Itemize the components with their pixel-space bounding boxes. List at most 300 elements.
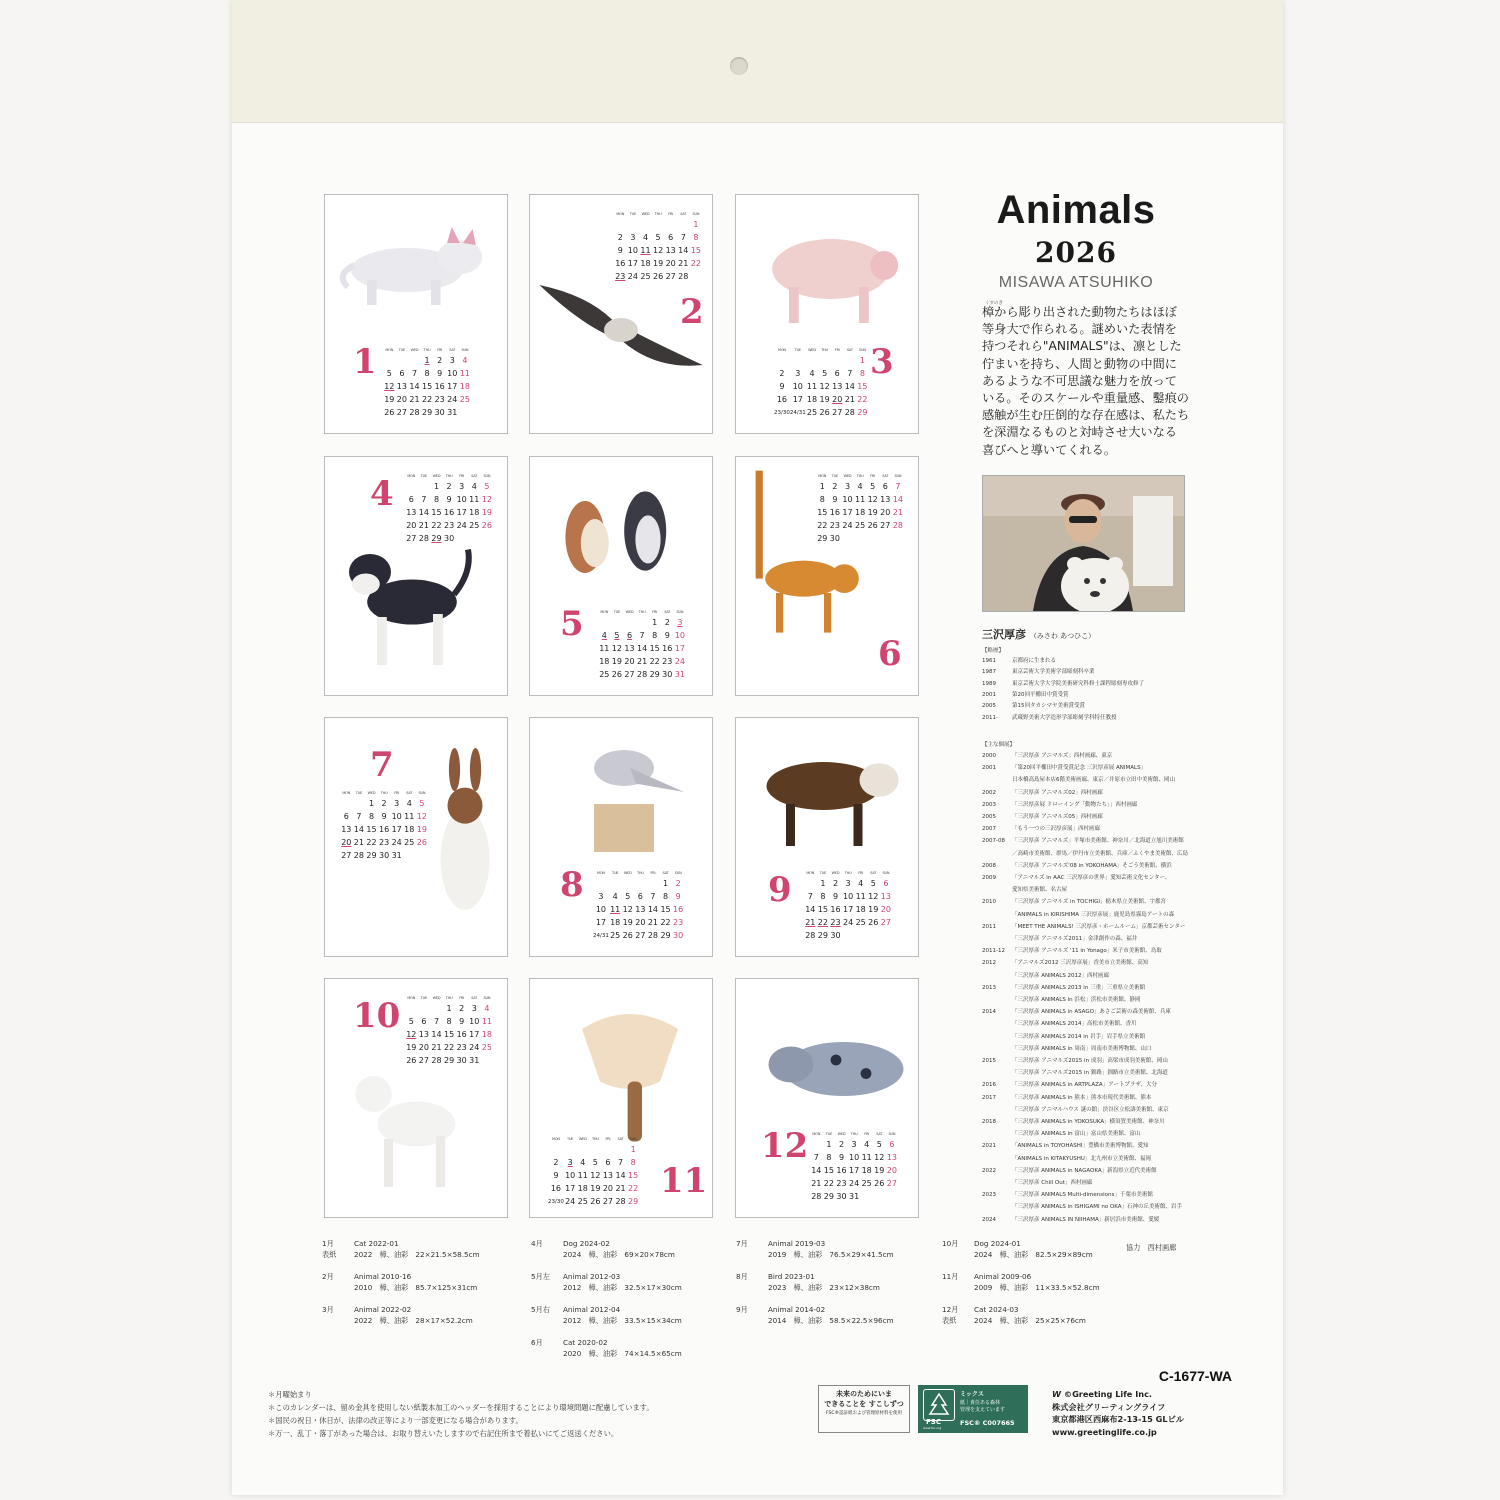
calendar-day: 30 xyxy=(830,931,841,940)
calendar-day xyxy=(866,532,879,545)
bio-exhibition-item xyxy=(982,1178,1092,1186)
calendar-day: 16 xyxy=(443,508,455,517)
calendar-day: 26 xyxy=(590,1197,601,1206)
calendar-day: 26 xyxy=(416,838,427,847)
calendar-day: 10 xyxy=(627,246,638,255)
calendar-day: 4 xyxy=(642,233,649,242)
month-calendar-table xyxy=(774,345,869,419)
day-header: TUE xyxy=(420,995,428,1000)
bio-year: 2013 xyxy=(982,984,996,991)
description-line: 等身大で作られる。謎めいた表情を xyxy=(982,322,1177,337)
calendar-day: 9 xyxy=(779,382,785,391)
bio-year: 1961 xyxy=(982,658,996,664)
month-card-5 xyxy=(529,456,713,696)
calendar-day: 25 xyxy=(469,521,480,530)
calendar-day: 30 xyxy=(836,1192,847,1201)
calendar-day: 18 xyxy=(854,508,866,517)
calendar-day: 10 xyxy=(469,1017,480,1026)
eco-line: FSC®認証紙および管理原材料を使用 xyxy=(825,1411,902,1416)
bio-text: 「三沢厚彦 ANIMALS in ISHIGAMI no OKA」石神の丘美術館、岩手 xyxy=(1012,1204,1183,1211)
bio-text: 愛知県美術館、名古屋 xyxy=(1012,887,1068,894)
calendar-day xyxy=(614,1143,627,1156)
calendar-day: 5 xyxy=(822,369,828,378)
caption-text: 2024 樟、油彩 82.5×29×89cm xyxy=(974,1250,1093,1259)
calendar-day: 29 xyxy=(857,408,868,417)
caption-text: 2024 樟、油彩 69×20×78cm xyxy=(563,1250,675,1259)
note-line: ＊このカレンダーは、留め金具を使用しない紙製本加工のヘッダーを採用することにより環境問題に配慮しています。 xyxy=(268,1403,654,1412)
caption-text: 2023 樟、油彩 23×12×38cm xyxy=(768,1283,880,1292)
calendar-day: 7 xyxy=(813,1153,819,1162)
calendar-day: 3 xyxy=(795,369,801,378)
calendar-day: 20 xyxy=(880,905,891,914)
caption-text: Animal 2012-03 xyxy=(563,1272,621,1281)
calendar-day: 6 xyxy=(883,879,889,888)
calendar-day: 3 xyxy=(567,1158,573,1167)
bio-year: 2009 xyxy=(982,875,996,881)
bio-year: 2005 xyxy=(982,814,996,820)
caption-text xyxy=(768,1261,770,1270)
caption-text: Dog 2024-02 xyxy=(563,1239,610,1248)
calendar-day: 15 xyxy=(817,905,828,914)
calendar-day: 24 xyxy=(391,838,402,847)
calendar-day: 19 xyxy=(874,1166,885,1175)
day-header: THU xyxy=(856,473,864,478)
calendar-day: 5 xyxy=(870,879,876,888)
caption-month: 表紙 xyxy=(942,1316,957,1325)
bio-exhibition-item xyxy=(982,1068,1168,1076)
description-line: を深淵なるものと対峙させ大いなる xyxy=(982,425,1177,440)
calendar-day: 30 xyxy=(443,534,455,543)
day-header: SAT xyxy=(876,1131,883,1136)
calendar-day: 20 xyxy=(406,521,417,530)
calendar-day: 4 xyxy=(858,879,864,888)
caption-text: Animal 2012-04 xyxy=(563,1305,621,1314)
calendar-day: 13 xyxy=(886,1153,897,1162)
calendar-day: 14 xyxy=(678,246,689,255)
calendar-day: 3 xyxy=(630,233,636,242)
month-card-2 xyxy=(529,194,713,434)
day-header: TUE xyxy=(629,211,637,216)
calendar-day xyxy=(844,354,857,367)
calendar-day: 9 xyxy=(459,1017,465,1026)
calendar-day: 31 xyxy=(447,408,458,417)
description xyxy=(982,304,1190,459)
calendar-day: 28 xyxy=(353,851,364,860)
calendar-day: 18 xyxy=(640,259,651,268)
month-number: 2 xyxy=(680,292,704,332)
calendar-day: 1 xyxy=(820,879,826,888)
company-brand-text: ©Greeting Life Inc. xyxy=(1063,1389,1153,1399)
caption-line xyxy=(322,1282,480,1293)
calendar-day: 8 xyxy=(859,369,865,378)
calendar-day: 28 xyxy=(431,1056,442,1065)
caption-column xyxy=(531,1238,682,1359)
calendar-day: 2 xyxy=(617,233,623,242)
day-header: THU xyxy=(445,995,453,1000)
calendar-day: 6 xyxy=(399,369,405,378)
day-header: SAT xyxy=(846,347,853,352)
day-header: WED xyxy=(837,1131,846,1136)
bio-year: 2007-08 xyxy=(982,838,1005,845)
bio-text: ／高崎市美術館、群馬／伊丹市立美術館、兵庫／ふくやま美術館、広島 xyxy=(1012,850,1189,857)
bio-text: 「第20回平櫛田中賞受賞記念 三沢厚彦展 ANIMALS」 xyxy=(1012,765,1147,772)
caption-column xyxy=(322,1238,480,1326)
caption-month: 9月 xyxy=(736,1305,748,1314)
calendar-day: 14 xyxy=(353,825,364,834)
calendar-day: 15 xyxy=(628,1171,639,1180)
calendar-day: 28 xyxy=(811,1192,822,1201)
caption-line xyxy=(942,1271,1100,1282)
calendar-day: 4 xyxy=(484,1004,490,1013)
calendar-day: 29 xyxy=(817,534,828,543)
day-header: TUE xyxy=(612,870,619,875)
caption-text xyxy=(354,1261,356,1270)
bio-year: 2007 xyxy=(982,826,996,833)
calendar-day: 6 xyxy=(668,233,674,242)
bio-year: 2023 xyxy=(982,1192,996,1199)
description-line: あるような不可思議な魅力を放って xyxy=(982,373,1177,388)
bio-year: 2014 xyxy=(982,1009,996,1016)
calendar-day: 1 xyxy=(662,879,669,888)
calendar-day: 7 xyxy=(433,1017,440,1026)
bio-history-item xyxy=(982,701,1085,709)
fsc-tree-icon xyxy=(923,1389,955,1421)
calendar-day: 7 xyxy=(639,631,645,640)
description-line: 持つそれら"ANIMALS"は、凛とした xyxy=(982,339,1182,354)
bio-year: 2011-12 xyxy=(982,948,1005,955)
caption-line xyxy=(322,1304,480,1315)
white-dog-sculpture xyxy=(345,1049,475,1203)
calendar-day xyxy=(880,929,893,942)
calendar-day: 13 xyxy=(635,905,646,914)
day-header: MON xyxy=(342,790,351,795)
calendar-day: 17 xyxy=(792,395,803,404)
calendar-day: 27 xyxy=(880,521,891,530)
calendar-day: 14 xyxy=(805,905,816,914)
calendar-day: 14 xyxy=(636,644,648,653)
bio-exhibition-item xyxy=(982,1202,1182,1210)
bio-year: 1987 xyxy=(982,669,996,676)
bio-text: 「三沢厚彦 ANIMALS in YOKOSUKA」横須賀美術館、神奈川 xyxy=(1012,1119,1165,1125)
bio-year: 2015 xyxy=(982,1058,996,1064)
caption-month: 6月 xyxy=(531,1338,543,1347)
bio-history-label: 【略歴】 xyxy=(982,648,1005,654)
fsc-code: FSC® C007665 xyxy=(960,1419,1015,1427)
day-header: WED xyxy=(578,1136,587,1141)
calendar-day: 20 xyxy=(880,508,891,517)
calendar-day: 28 xyxy=(678,272,689,281)
calendar-day: 7 xyxy=(650,892,656,901)
calendar-day: 12 xyxy=(652,246,664,255)
calendar-day: 20 xyxy=(418,1043,429,1052)
day-header: TUE xyxy=(613,609,621,614)
calendar-day: 24 xyxy=(848,1179,860,1188)
hanging-hole xyxy=(730,57,748,75)
calendar-day: 22 xyxy=(823,1179,834,1188)
calendar-day: 21 xyxy=(353,838,364,847)
calendar-day: 23 xyxy=(443,521,455,530)
calendar-day: 8 xyxy=(652,631,658,640)
calendar-day: 9 xyxy=(437,369,443,378)
calendar-day: 21 xyxy=(431,1043,442,1052)
calendar-day: 23 xyxy=(662,657,673,666)
calendar-day: 5 xyxy=(592,1158,598,1167)
calendar-day: 6 xyxy=(834,369,840,378)
calendar-day: 24 xyxy=(447,395,458,404)
month-number: 7 xyxy=(370,745,394,785)
calendar-day: 10 xyxy=(565,1171,576,1180)
bio-text: 第15回タカシマヤ美術賞受賞 xyxy=(1012,703,1085,710)
calendar-day: 21 xyxy=(615,1184,626,1193)
day-header: TUE xyxy=(355,790,363,795)
calendar-day: 18 xyxy=(459,382,470,391)
caption-column xyxy=(942,1238,1100,1326)
calendar-day: 10 xyxy=(456,495,467,504)
calendar-day: 13 xyxy=(602,1171,614,1180)
calendar-day: 19 xyxy=(611,657,622,666)
calendar-day: 17 xyxy=(842,508,853,517)
calendar-day: 31 xyxy=(848,1192,860,1201)
caption-text: 2019 樟、油彩 76.5×29×41.5cm xyxy=(768,1250,894,1259)
calendar-day: 16 xyxy=(836,1166,847,1175)
calendar-day: 19 xyxy=(416,825,427,834)
bio-year: 2012 xyxy=(982,960,996,967)
month-calendar-table xyxy=(383,345,471,419)
calendar-day: 29 xyxy=(421,408,433,417)
calendar-day xyxy=(602,1143,615,1156)
calendar-day: 11 xyxy=(861,1153,872,1162)
calendar-day: 22 xyxy=(443,1043,455,1052)
day-header: FRI xyxy=(459,995,465,1000)
calendar-day: 28 xyxy=(615,1197,626,1206)
calendar-day: 20 xyxy=(341,838,352,847)
calendar-day xyxy=(634,877,647,890)
calendar-day: 14 xyxy=(811,1166,822,1175)
description-line: 樟から彫り出された動物たちはほぼ xyxy=(982,305,1177,319)
bio-text: 「三沢厚彦 アニマルズ in TOCHIGI」栃木県立美術館、宇都宮 xyxy=(1012,899,1166,906)
caption-line xyxy=(531,1337,682,1348)
calendar-day: 20 xyxy=(832,395,843,404)
day-header: SUN xyxy=(629,1136,637,1141)
day-header: THU xyxy=(636,870,644,875)
calendar-day: 18 xyxy=(806,395,818,404)
month-calendar-table xyxy=(598,607,686,681)
cooperation-credit: 協力 西村画廊 xyxy=(1126,1243,1177,1252)
calendar-day: 15 xyxy=(649,644,660,653)
caption-text: Cat 2020-02 xyxy=(563,1338,608,1347)
bio-exhibition-item xyxy=(982,983,1145,991)
calendar-day: 22 xyxy=(628,1184,639,1193)
bio-text: 「三沢厚彦 ANIMALS in ARTPLAZA」アートプラザ、大分 xyxy=(1012,1082,1157,1089)
bio-exhibition-item xyxy=(982,1032,1145,1040)
month-card-9 xyxy=(735,717,919,957)
calendar-day xyxy=(841,532,854,545)
calendar-day: 3 xyxy=(677,618,683,627)
company-url: www.greetinglife.co.jp xyxy=(1052,1426,1157,1437)
calendar-day: 1 xyxy=(424,356,430,365)
calendar-day: 12 xyxy=(481,495,492,504)
day-header: THU xyxy=(591,1136,599,1141)
calendar-day: 24 xyxy=(469,1043,480,1052)
calendar-day: 10 xyxy=(391,812,402,821)
bio-exhibition-item xyxy=(982,1019,1137,1027)
calendar-day: 2 xyxy=(381,799,387,808)
calendar-day: 4 xyxy=(809,369,815,378)
bio-text: 「三沢厚彦 アニマルズ2015 in 釧路」釧路市立美術館、北海道 xyxy=(1012,1070,1168,1077)
pig-sculpture xyxy=(761,215,901,339)
calendar-day: 5 xyxy=(408,1017,414,1026)
calendar-day xyxy=(481,532,494,545)
calendar-day: 17 xyxy=(456,508,467,517)
caption-line xyxy=(531,1249,682,1260)
caption-line xyxy=(322,1260,480,1271)
calendar-day: 25 xyxy=(481,1043,492,1052)
bio-text: 「アニマルズ in AAC 三沢厚彦の世界」愛知芸術文化センター、 xyxy=(1012,875,1171,881)
calendar-day xyxy=(647,877,660,890)
calendar-day: 22 xyxy=(649,657,660,666)
calendar-day: 14 xyxy=(418,508,429,517)
month-calendar-table xyxy=(340,788,428,862)
caption-text: Animal 2009-06 xyxy=(974,1272,1032,1281)
bio-text: 「三沢厚彦 ANIMALS in NAGAOKA」新潟県立近代美術館 xyxy=(1012,1167,1157,1174)
calendar-day xyxy=(548,1143,564,1156)
calendar-day: 2 xyxy=(553,1158,559,1167)
calendar-day: 30 xyxy=(673,931,684,940)
caption-text: 2009 樟、油彩 11×33.5×52.8cm xyxy=(974,1283,1100,1292)
calendar-day: 17 xyxy=(565,1184,576,1193)
calendar-day: 11 xyxy=(481,1017,492,1026)
caption-line xyxy=(322,1271,480,1282)
calendar-day: 2 xyxy=(675,879,681,888)
day-header: WED xyxy=(410,347,419,352)
caption-text: 2010 樟、油彩 85.7×125×31cm xyxy=(354,1283,478,1292)
calendar-day: 29 xyxy=(660,931,671,940)
day-header: SUN xyxy=(483,995,491,1000)
calendar-day: 9 xyxy=(832,495,838,504)
calendar-day xyxy=(609,877,622,890)
calendar-day: 10 xyxy=(848,1153,860,1162)
bio-year: 2016 xyxy=(982,1082,996,1089)
artist-jp-reading: （みさわ あつひこ） xyxy=(1029,632,1096,640)
bio-year: 2017 xyxy=(982,1094,996,1101)
calendar-day: 16 xyxy=(662,644,673,653)
day-header: WED xyxy=(808,347,816,352)
calendar-day: 24 xyxy=(627,272,638,281)
artist-portrait-illustration xyxy=(983,476,1184,611)
calendar-day xyxy=(639,218,652,231)
calendar-day: 10 xyxy=(595,905,607,914)
calendar-day xyxy=(593,877,609,890)
month-card-8 xyxy=(529,717,713,957)
calendar-day: 19 xyxy=(652,259,664,268)
calendar-day: 12 xyxy=(874,1153,885,1162)
month-card-6 xyxy=(735,456,919,696)
calendar-day: 3 xyxy=(459,482,465,491)
caption-month: 2月 xyxy=(322,1272,334,1281)
bio-text: 「三沢厚彦 ANIMALS 2014」高松市美術館、香川 xyxy=(1012,1021,1137,1028)
calendar-day: 20 xyxy=(624,657,635,666)
calendar-day: 23 xyxy=(615,272,626,281)
calendar-day: 28 xyxy=(636,670,648,679)
month-number: 9 xyxy=(768,870,792,910)
calendar-day: 8 xyxy=(446,1017,452,1026)
bio-text: 「三沢厚彦 Chill Out」西村画廊 xyxy=(1012,1180,1093,1186)
caption-line xyxy=(531,1271,682,1282)
calendar-day: 21 xyxy=(636,657,648,666)
calendar-day: 17 xyxy=(848,1166,860,1175)
calendar-day: 28 xyxy=(647,931,659,940)
bio-year: 2024 xyxy=(982,1216,996,1223)
calendar-day xyxy=(589,1143,602,1156)
calendar-day xyxy=(810,1138,823,1151)
artist-japanese-name xyxy=(982,626,1095,642)
calendar-day: 15 xyxy=(431,508,442,517)
calendar-day xyxy=(383,354,396,367)
caption-line xyxy=(736,1293,894,1304)
artist-name: MISAWA ATSUHIKO xyxy=(998,274,1154,291)
caption-text: 2022 樟、油彩 28×17×52.2cm xyxy=(354,1316,473,1325)
calendar-day: 24 xyxy=(842,918,854,927)
caption-line xyxy=(531,1326,682,1337)
calendar-day: 25 xyxy=(599,670,610,679)
bio-year: 2021 xyxy=(982,1143,996,1150)
day-header: SAT xyxy=(870,870,877,875)
calendar-day: 5 xyxy=(386,369,392,378)
calendar-day: 1 xyxy=(630,1145,636,1154)
bio-exhibition-item xyxy=(982,788,1103,796)
caption-month: 3月 xyxy=(322,1305,334,1314)
calendar-day: 14 xyxy=(409,382,420,391)
day-header: SUN xyxy=(483,473,491,478)
bio-text: 「三沢厚彦展 ドローイング「動物たち」」西村画廊 xyxy=(1012,801,1138,808)
bio-text: 「三沢厚彦 アニマルズ05」西村画廊 xyxy=(1012,814,1103,820)
calendar-day: 25 xyxy=(854,521,866,530)
calendar-day xyxy=(455,532,468,545)
calendar-day: 11 xyxy=(806,382,818,391)
calendar-day: 5 xyxy=(870,482,876,491)
calendar-day: 21 xyxy=(811,1179,822,1188)
calendar-day: 14 xyxy=(615,1171,626,1180)
calendar-day: 9 xyxy=(553,1171,559,1180)
calendar-day: 24/31 xyxy=(789,409,806,416)
day-header: TUE xyxy=(398,347,406,352)
caption-line xyxy=(322,1293,480,1304)
calendar-day: 1 xyxy=(859,356,865,365)
calendar-day: 16 xyxy=(776,395,788,404)
calendar-day: 15 xyxy=(690,246,701,255)
calendar-day: 7 xyxy=(421,495,427,504)
calendar-day: 10 xyxy=(842,892,854,901)
month-number: 1 xyxy=(353,342,377,382)
calendar-day: 9 xyxy=(446,495,452,504)
calendar-day: 19 xyxy=(481,508,492,517)
calendar-day: 20 xyxy=(396,395,407,404)
calendar-day: 30 xyxy=(456,1056,467,1065)
day-header: FRI xyxy=(652,609,658,614)
calendar-day: 24 xyxy=(456,521,467,530)
calendar-day: 3 xyxy=(471,1004,477,1013)
bio-exhibition-item xyxy=(982,1044,1151,1052)
day-header: THU xyxy=(844,870,852,875)
calendar-day: 6 xyxy=(343,812,349,821)
calendar-day: 28 xyxy=(409,408,420,417)
bio-text: 「三沢厚彦 アニマルズ2015 in 成羽」高梁市成羽美術館、岡山 xyxy=(1012,1058,1168,1064)
caption-month: 10月 xyxy=(942,1239,959,1248)
bio-exhibition-item xyxy=(982,812,1103,820)
bio-year: 1989 xyxy=(982,680,996,687)
calendar-day: 15 xyxy=(660,905,671,914)
caption-text: Animal 2019-03 xyxy=(768,1239,826,1248)
